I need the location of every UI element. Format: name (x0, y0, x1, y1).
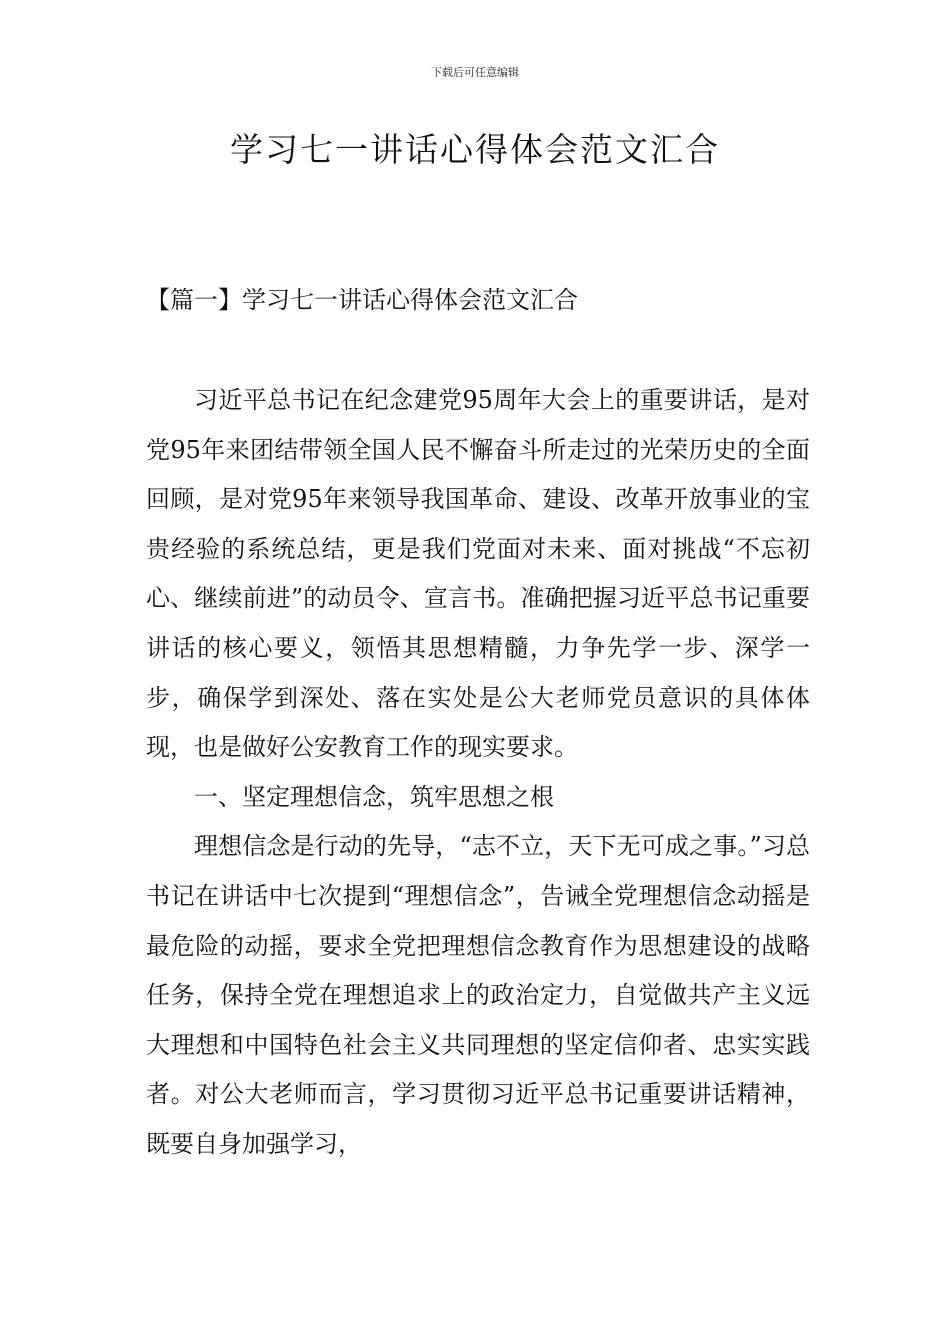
paragraph-ideals: 理想信念是行动的先导，“志不立，天下无可成之事。”习总书记在讲话中七次提到“理想信念”，告诫全党理想信念动摇是最危险的动摇，要求全党把理想信念教育作为思想建设的战略任务，保持全党在理想追求上的政治定力，自觉做共产主义远大理想和中国特色社会主义共同理想的坚定信仰者、忠实实践者。对公大老师而言，学习贯彻习近平总书记重要讲话精神，既要自身加强学习， (146, 832, 810, 1158)
document-title: 学习七一讲话心得体会范文汇合 (230, 130, 720, 169)
section-heading: 【篇一】学习七一讲话心得体会范文汇合 (146, 286, 578, 314)
header-note: 下载后可任意编辑 (431, 66, 519, 79)
paragraph-intro: 习近平总书记在纪念建党95周年大会上的重要讲话，是对党95年来团结带领全国人民不懈奋斗所走过的光荣历史的全面回顾，是对党95年来领导我国革命、建设、改革开放事业的宝贵经验的系统总结，更是我们党面对未来、面对挑战“不忘初心、继续前进”的动员令、宣言书。准确把握习近平总书记重要讲话的核心要义，领悟其思想精髓，力争先学一步、深学一步，确保学到深处、落在实处是公大老师党员意识的具体体现，也是做好公安教育工作的现实要求。 (146, 386, 810, 762)
subheading-one: 一、坚定理想信念，筑牢思想之根 (194, 782, 554, 811)
document-body (146, 376, 810, 1170)
